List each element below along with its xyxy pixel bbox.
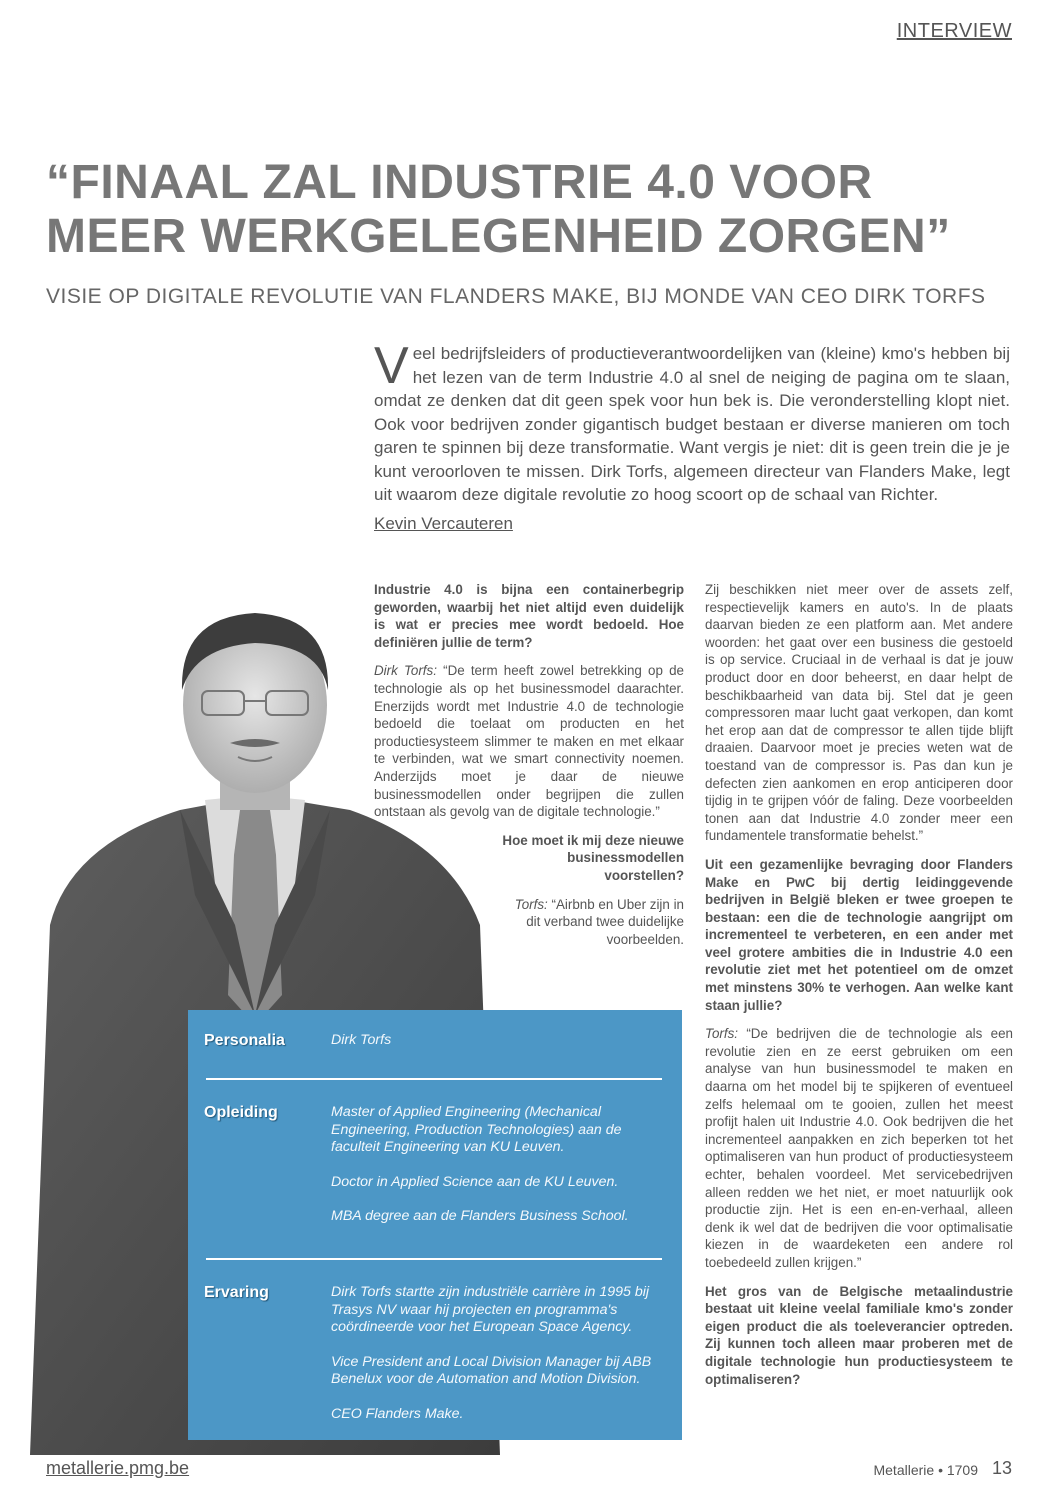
lead-text: eel bedrijfsleiders of productieverantwoordelijken van (kleine) kmo's hebben bij het lezen van de term Industrie 4.0 al snel de neiging de pagina om te slaan, omdat ze denken dat dit geen spek voor hun bek is. Die veronderstelling klopt niet. Ook voor bedrijven zonder gigantisch budget bestaan er diverse manieren om toch garen te spinnen bij deze transformatie. Want vergis je niet: dit is geen trein die je je kunt veroorloven te missen. Dirk Torfs, algemeen directeur van Flanders Make, legt uit waarom deze digitale revolutie zo hoog scoort op de schaal van Richter.: [374, 344, 1010, 504]
question-1: Industrie 4.0 is bijna een containerbegrip geworden, waarbij het niet altijd even duidelijk is wat er precies mee wordt bedoeld. Hoe definiëren jullie de term?: [374, 582, 684, 650]
article-title: [46, 156, 1006, 264]
page-number: 13: [991, 1458, 1012, 1478]
author-byline: Kevin Vercauteren: [374, 514, 513, 533]
answer-3: [705, 1025, 1013, 1271]
opleiding-item: Doctor in Applied Science aan de KU Leuven.: [331, 1173, 619, 1190]
opleiding-item: MBA degree aan de Flanders Business School.: [331, 1208, 629, 1225]
answer-1-text: “De term heeft zowel betrekking op de technologie als op het businessmodel daarachter. Enerzijds wordt met Industrie 4.0 de technologie bedoeld die toelaat om producten en het productiesysteem slimmer te maken en met elkaar te verbinden, wat we smart connectivity noemen. Anderzijds moet je daar de nieuwe businessmodellen onder begrijpen die zullen ontstaan als gevolg van de digitale technologie.”: [374, 663, 684, 820]
opleiding-list: [331, 1104, 661, 1243]
answer-3-text: “De bedrijven die de technologie als een revolutie zien en ze eerst gebruiken om een analyse van hun businessmodel te maken en daarna om het model bij te spijkeren of eventueel zelfs helemaal om te gooien, zullen het meest profijt halen uit Industrie 4.0. Ook bedrijven die het incrementeel aanpakken en zich beperken tot het optimaliseren van hun product of productiesysteem echter, behalen voordeel. Met servicebedrijven alleen redden we het niet, er moet natuurlijk ook productie zijn. Het is een en-en-verhaal, alleen denk ik wel dat de bedrijven die voor optimalisatie kiezen in de waardeketen een andere rol toebedeeld zullen krijgen.”: [705, 1026, 1013, 1270]
lead-paragraph: [374, 337, 1010, 507]
question-4: Het gros van de Belgische metaalindustrie bestaat uit kleine veelal familiale kmo's zonder eigen product die als toeleverancier optreden. Zij kunnen toch alleen maar proberen met de digitale technologie hun productiesysteem te optimaliseren?: [705, 1283, 1013, 1387]
answer-2: [374, 896, 684, 949]
title-line-1: “FINAAL ZAL INDUSTRIE 4.0 VOOR: [46, 156, 873, 209]
article-column-1: [374, 581, 684, 959]
ervaring-item: Vice President and Local Division Manager bij ABB Benelux voor de Automation and Motion Division.: [331, 1353, 652, 1388]
personalia-value: Dirk Torfs: [331, 1032, 392, 1048]
section-label: INTERVIEW: [896, 20, 1012, 42]
footer-magazine-issue: Metallerie • 1709: [873, 1462, 978, 1478]
box-divider: [206, 1078, 662, 1080]
opleiding-item: Master of Applied Engineering (Mechanical Engineering, Production Technologies) aan de faculteit Engineering van KU Leuven.: [331, 1104, 622, 1156]
footer-website-link[interactable]: metallerie.pmg.be: [46, 1458, 190, 1478]
speaker-name: Torfs:: [514, 896, 548, 912]
drop-cap: V: [374, 337, 409, 395]
speaker-name: Dirk Torfs:: [374, 663, 437, 679]
speaker-name: Torfs:: [705, 1026, 738, 1042]
personalia-label: Personalia: [204, 1032, 285, 1049]
opleiding-label: Opleiding: [204, 1104, 278, 1121]
ervaring-item: CEO Flanders Make.: [331, 1405, 464, 1422]
answer-2-text: “Airbnb en Uber zijn in dit verband twee duidelijke voorbeelden.: [526, 896, 684, 947]
question-2: Hoe moet ik mij deze nieuwe businessmodellen voorstellen?: [502, 832, 684, 883]
answer-2-continued: Zij beschikken niet meer over de assets zelf, respectievelijk kamers en auto's. In de plaats daarvan bieden ze een platform aan. Met andere woorden: het gaat over een business die gestoeld is op service. Cruciaal in de verhaal is dat je jouw product door en door beheerst, en daar helpt de beschikbaarheid van data bij. Stel dat je geen compressoren maar lucht gaat verkopen, dan komt het erop aan dat de compressor te allen tijde blijft draaien. Daarvoor moet je precies weten wat de toestand van de compressor is. Pas dan kun je defecten zien aankomen en erop anticiperen door tijdig in te grijpen vóór de faling. Deze voorbeelden tonen aan dat Industrie 4.0 zonder meer een fundamentele transformatie behelst.”: [705, 582, 1013, 844]
personalia-box: [188, 1010, 682, 1440]
ervaring-item: Dirk Torfs startte zijn industriële carrière in 1995 bij Trasys NV waar hij projecten en programma's coördineerde voor het European Space Agency.: [331, 1284, 650, 1336]
ervaring-label: Ervaring: [204, 1284, 269, 1301]
article-column-2: [705, 581, 1013, 1399]
question-3: Uit een gezamenlijke bevraging door Flanders Make en PwC bij dertig leidinggevende bedrijven in België bleken er twee groepen te bestaan: een die de technologie aangrijpt om incrementeel te verbeteren, en een ander met veel grotere ambities die in Industrie 4.0 een revolutie ziet met het potentieel om de omzet met minstens 30% te verhogen. Aan welke kant staan jullie?: [705, 856, 1013, 1013]
article-subtitle: VISIE OP DIGITALE REVOLUTIE VAN FLANDERS MAKE, BIJ MONDE VAN CEO DIRK TORFS: [46, 285, 986, 308]
box-divider: [206, 1258, 662, 1260]
ervaring-list: [331, 1284, 661, 1441]
title-line-2: MEER WERKGELEGENHEID ZORGEN”: [46, 210, 951, 263]
answer-1: [374, 662, 684, 820]
